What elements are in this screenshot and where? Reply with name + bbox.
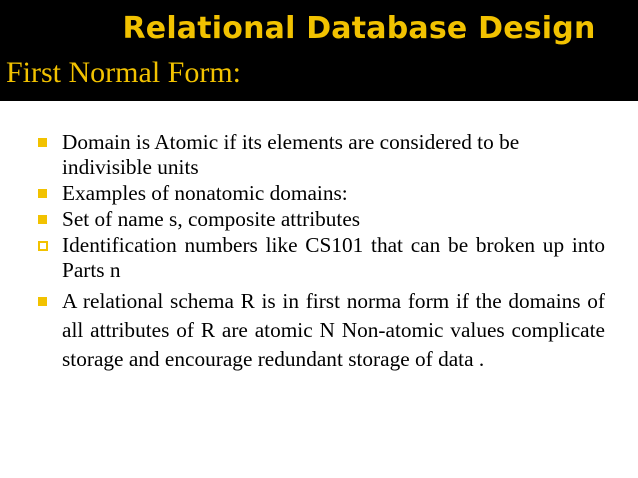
- slide-title: Relational Database Design: [122, 11, 596, 46]
- title-bar: [0, 0, 638, 101]
- filled-square-icon: [38, 215, 47, 224]
- filled-square-icon: [38, 297, 47, 306]
- bullet-text: Examples of nonatomic domains:: [62, 181, 348, 205]
- slide-subtitle: First Normal Form:: [6, 56, 242, 89]
- bullet-text: A relational schema R is in first norma form if the domains of all attributes of R are atomic N Non-atomic values complicate storage and encourage redundant storage of data .: [62, 289, 605, 371]
- bullet-list: [35, 130, 605, 375]
- bullet-item: [35, 287, 605, 374]
- filled-square-icon: [38, 138, 47, 147]
- filled-square-icon: [38, 189, 47, 198]
- bullet-text: Domain is Atomic if its elements are considered to be indivisible units: [62, 130, 520, 179]
- bullet-text: Set of name s, composite attributes: [62, 207, 361, 231]
- bullet-item: [35, 130, 605, 180]
- bullet-item: [35, 233, 605, 283]
- open-square-icon: [38, 241, 48, 251]
- bullet-item: [35, 207, 605, 232]
- bullet-item: [35, 181, 605, 206]
- bullet-text: Identification numbers like CS101 that can be broken up into Parts n: [62, 233, 605, 282]
